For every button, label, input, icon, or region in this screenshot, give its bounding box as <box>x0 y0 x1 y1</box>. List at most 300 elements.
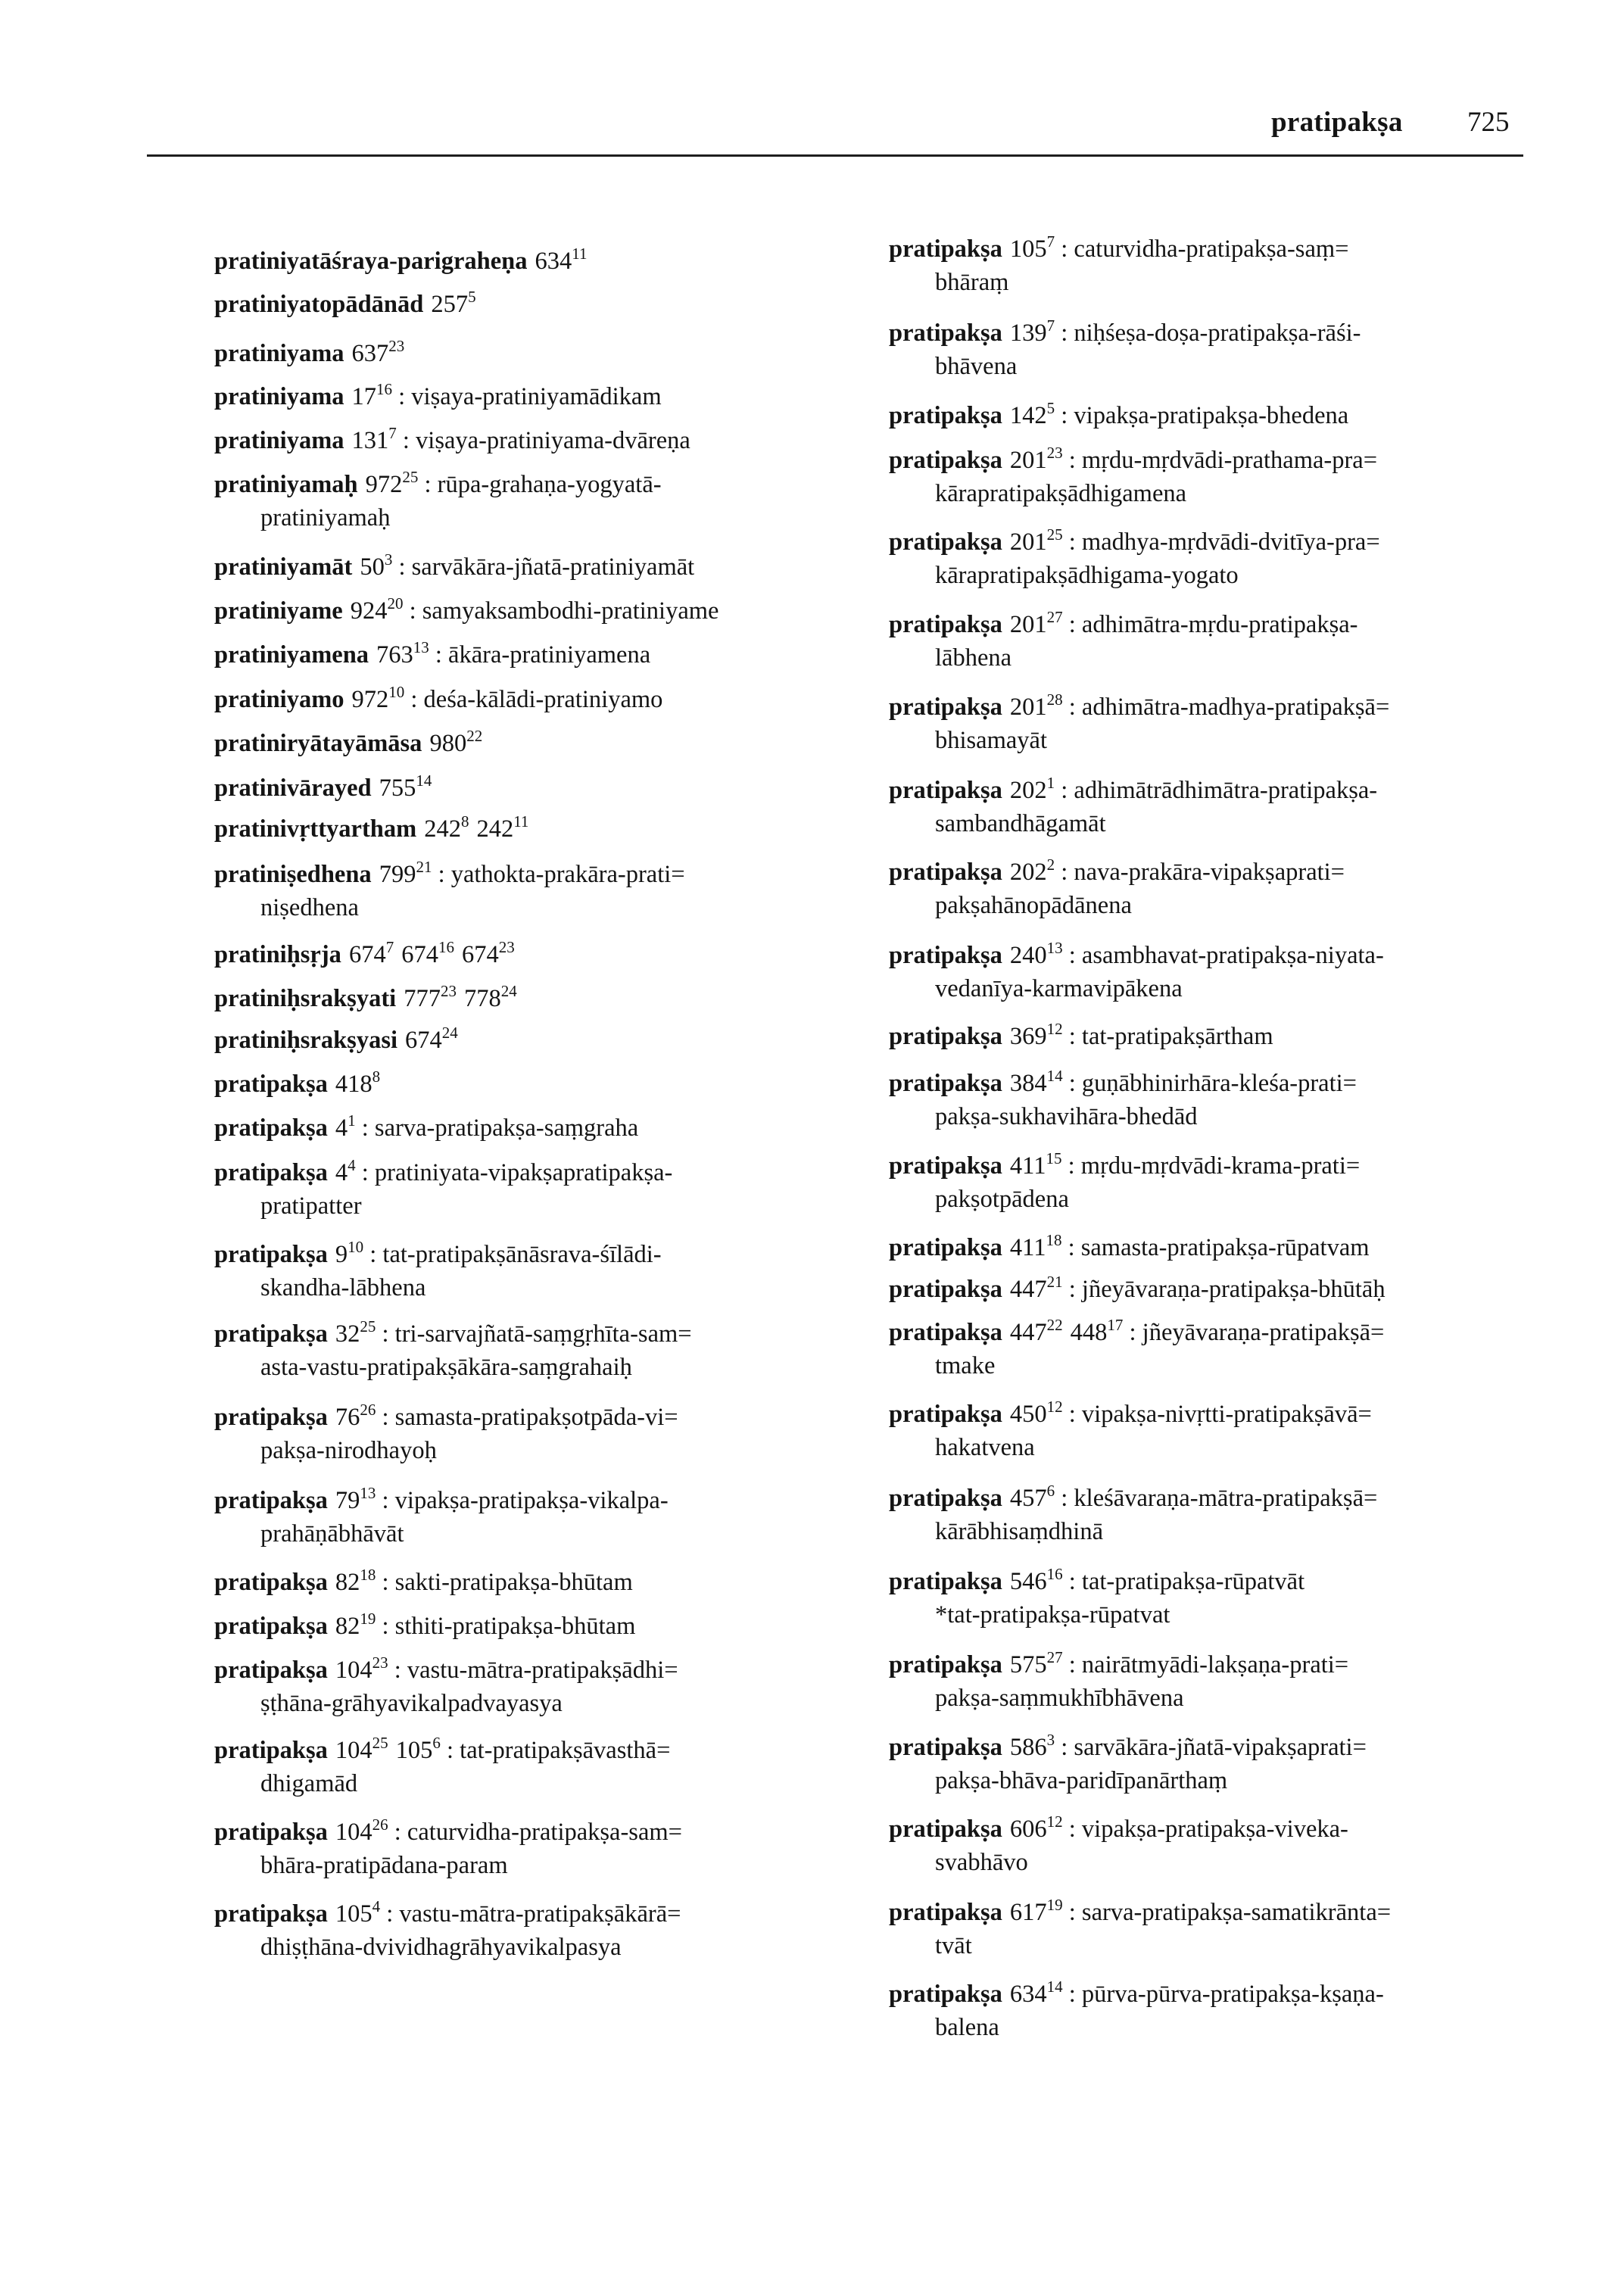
headword: pratiniyatopādānād <box>214 291 424 318</box>
headword: pratipakṣa <box>889 1485 1002 1512</box>
page-reference <box>1009 1978 1063 2008</box>
entry-line <box>214 245 588 275</box>
index-entry <box>889 774 1570 840</box>
index-entry <box>889 1398 1570 1464</box>
index-entry <box>889 1812 1570 1879</box>
page-reference <box>404 982 457 1012</box>
headword: pratiniyatāśraya-parigraheṇa <box>214 248 528 275</box>
page-reference <box>424 812 469 843</box>
index-entry <box>889 399 1570 432</box>
ref-page: 142 <box>1009 402 1047 429</box>
ref-page: 202 <box>1009 777 1047 804</box>
context-continuation: bhisamayāt <box>935 727 1048 754</box>
index-entry <box>214 1401 896 1467</box>
context-text: : viṣaya-pratiniyamādikam <box>392 383 662 410</box>
ref-line: 5 <box>1046 399 1055 418</box>
headword: pratipakṣa <box>889 447 1002 474</box>
ref-page: 447 <box>1009 1319 1047 1346</box>
ref-page: 674 <box>401 941 438 968</box>
ref-line: 23 <box>498 938 515 957</box>
header-rule <box>147 154 1523 157</box>
headword: pratipakṣa <box>214 1241 328 1268</box>
page-reference <box>1009 1020 1063 1050</box>
entry-line <box>214 1897 681 1928</box>
index-entry <box>889 1978 1570 2044</box>
ref-page: 17 <box>351 383 377 410</box>
ref-line: 14 <box>1046 1067 1063 1086</box>
headword: pratiniḥsrakṣyasi <box>214 1027 398 1054</box>
ref-line: 18 <box>1046 1231 1062 1250</box>
ref-page: 972 <box>365 471 403 498</box>
entry-line <box>214 683 663 713</box>
ref-page: 139 <box>1009 319 1047 347</box>
context-continuation: pakṣa-nirodhayoḥ <box>260 1437 437 1464</box>
ref-line: 10 <box>388 683 405 702</box>
headword: pratipakṣa <box>889 611 1002 638</box>
ref-page: 240 <box>1009 942 1047 969</box>
page-reference <box>1009 1731 1055 1761</box>
ref-page: 242 <box>424 815 461 843</box>
context-text: : viṣaya-pratiniyama-dvāreṇa <box>396 427 690 454</box>
ref-page: 674 <box>348 941 386 968</box>
ref-page: 201 <box>1009 611 1047 638</box>
ref-page: 634 <box>535 248 572 275</box>
entry-line <box>889 1020 1273 1050</box>
ref-line: 22 <box>1046 1316 1063 1335</box>
context-text: : vipakṣa-pratipakṣa-bhedena <box>1055 402 1349 429</box>
page-reference <box>1009 1896 1063 1926</box>
ref-line: 23 <box>372 1653 388 1672</box>
ref-page: 131 <box>351 427 389 454</box>
context-text: : caturvidha-pratipakṣa-sam= <box>388 1819 682 1846</box>
ref-line: 15 <box>1046 1149 1062 1168</box>
headword: pratiniyama <box>214 340 344 367</box>
ref-line: 21 <box>1046 1273 1063 1292</box>
entry-line <box>214 468 662 498</box>
ref-line: 7 <box>1046 316 1055 335</box>
ref-page: 104 <box>335 1737 372 1764</box>
page-reference <box>1009 1149 1062 1180</box>
headword: pratipakṣa <box>214 1569 328 1596</box>
context-continuation: pakṣa-sukhavihāra-bhedād <box>935 1103 1198 1130</box>
headword: pratipakṣa <box>889 1401 1002 1428</box>
ref-page: 755 <box>379 775 416 802</box>
headword: pratiniyamaḥ <box>214 471 358 498</box>
context-text: : adhimātrādhimātra-pratipakṣa- <box>1055 777 1378 804</box>
context-text: : mṛdu-mṛdvādi-krama-prati= <box>1061 1152 1361 1180</box>
index-entry <box>889 608 1570 675</box>
entry-line <box>214 424 690 454</box>
context-text: : jñeyāvaraṇa-pratipakṣā= <box>1123 1319 1385 1346</box>
ref-line: 23 <box>440 982 457 1001</box>
page-reference <box>360 550 393 581</box>
index-entry <box>889 856 1570 922</box>
context-text: : nava-prakāra-vipakṣaprati= <box>1055 859 1345 886</box>
index-entry <box>214 1734 896 1800</box>
page-reference <box>335 1734 388 1764</box>
ref-line: 7 <box>388 424 397 443</box>
ref-page: 76 <box>335 1404 360 1431</box>
index-entry <box>214 1156 896 1223</box>
headword: pratipakṣa <box>214 1320 328 1348</box>
index-entry <box>214 812 896 846</box>
entry-line <box>214 594 719 625</box>
page-reference <box>1009 1316 1063 1346</box>
context-text: : tat-pratipakṣa-rūpatvāt <box>1062 1568 1305 1595</box>
page-number: 725 <box>1467 107 1510 138</box>
context-continuation: pratipatter <box>260 1192 362 1220</box>
index-entry <box>889 1648 1570 1715</box>
page-reference <box>1009 1231 1062 1261</box>
ref-page: 637 <box>351 340 389 367</box>
context-text: : samyaksambodhi-pratiniyame <box>403 597 719 625</box>
ref-page: 411 <box>1009 1152 1046 1180</box>
entry-line <box>214 337 405 367</box>
context-text: : ākāra-pratiniyamena <box>429 641 651 669</box>
index-entry <box>214 638 896 672</box>
entry-line <box>889 939 1384 969</box>
context-text: : samasta-pratipakṣotpāda-vi= <box>376 1404 678 1431</box>
ref-line: 3 <box>384 550 393 569</box>
index-entry <box>889 1896 1570 1962</box>
headword: pratipakṣa <box>889 1152 1002 1180</box>
context-continuation: vedanīya-karmavipākena <box>935 975 1183 1002</box>
index-entry <box>889 444 1570 510</box>
index-entry <box>889 525 1570 592</box>
ref-page: 104 <box>335 1819 372 1846</box>
ref-line: 7 <box>385 938 394 957</box>
ref-page: 411 <box>1009 1234 1046 1261</box>
headword: pratipakṣa <box>889 528 1002 556</box>
context-text: : sarva-pratipakṣa-saṃgraha <box>355 1114 639 1142</box>
index-entry <box>889 232 1570 299</box>
ref-page: 257 <box>431 291 469 318</box>
headword: pratipakṣa <box>889 319 1002 347</box>
page-reference <box>476 812 529 843</box>
ref-line: 12 <box>1046 1020 1063 1039</box>
index-entry <box>889 690 1570 757</box>
entry-line <box>889 232 1349 263</box>
context-continuation: svabhāvo <box>935 1849 1028 1876</box>
index-entry <box>889 316 1570 383</box>
headword: pratipakṣa <box>889 777 1002 804</box>
context-text: : guṇābhinirhāra-kleśa-prati= <box>1062 1070 1357 1097</box>
entry-line <box>214 812 529 843</box>
ref-line: 1 <box>1046 774 1055 793</box>
context-text: : caturvidha-pratipakṣa-saṃ= <box>1055 235 1349 263</box>
page-reference <box>1009 608 1063 638</box>
page-reference <box>365 468 419 498</box>
headword: pratiniṣedhena <box>214 861 372 888</box>
context-text: : vipakṣa-pratipakṣa-vikalpa- <box>376 1487 669 1514</box>
context-continuation: bhāra-pratipādana-param <box>260 1852 508 1879</box>
ref-line: 24 <box>441 1024 458 1043</box>
context-text: : sarvākāra-jñatā-pratiniyamāt <box>392 553 695 581</box>
ref-page: 242 <box>476 815 514 843</box>
page-reference <box>379 858 432 888</box>
page-reference <box>350 594 404 625</box>
entry-line <box>889 856 1345 886</box>
index-entry <box>889 939 1570 1005</box>
ref-line: 23 <box>1046 444 1063 463</box>
ref-page: 586 <box>1009 1734 1047 1761</box>
ref-line: 2 <box>1046 856 1055 874</box>
context-text: : tat-pratipakṣāvasthā= <box>440 1737 671 1764</box>
page-reference <box>1009 1273 1063 1303</box>
ref-line: 22 <box>466 727 483 746</box>
index-entry <box>214 771 896 805</box>
index-entry <box>889 1020 1570 1053</box>
index-entry <box>214 1653 896 1720</box>
index-entry <box>214 550 896 584</box>
page-reference <box>335 1317 376 1348</box>
entry-line <box>889 525 1380 556</box>
ref-page: 448 <box>1070 1319 1108 1346</box>
entry-line <box>889 608 1358 638</box>
entry-line <box>889 444 1378 474</box>
entry-line <box>214 1653 678 1684</box>
entry-line <box>214 1156 673 1186</box>
context-text: : vipakṣa-pratipakṣa-viveka- <box>1062 1816 1348 1843</box>
headword: pratipakṣa <box>214 1737 328 1764</box>
ref-page: 82 <box>335 1613 360 1640</box>
entry-line <box>889 1812 1348 1843</box>
entry-line <box>889 774 1378 804</box>
context-text: : pratiniyata-vipakṣapratipakṣa- <box>355 1159 673 1186</box>
ref-page: 82 <box>335 1569 360 1596</box>
ref-line: 13 <box>1046 939 1063 958</box>
index-entry <box>214 1024 896 1057</box>
page-reference <box>351 424 397 454</box>
ref-page: 763 <box>376 641 413 669</box>
ref-page: 201 <box>1009 528 1047 556</box>
context-continuation: dhigamād <box>260 1770 358 1797</box>
headword: pratipakṣa <box>889 1023 1002 1050</box>
page-reference <box>405 1024 458 1054</box>
entry-line <box>214 727 483 757</box>
page-reference <box>463 982 517 1012</box>
ref-page: 674 <box>405 1027 442 1054</box>
ref-line: 17 <box>1107 1316 1124 1335</box>
ref-line: 19 <box>360 1610 376 1629</box>
headword: pratiniyame <box>214 597 343 625</box>
index-entry <box>889 1273 1570 1306</box>
headword: pratipakṣa <box>889 1981 1002 2008</box>
page-reference <box>1009 939 1063 969</box>
context-text: : deśa-kālādi-pratiniyamo <box>404 686 663 713</box>
index-entry <box>214 982 896 1015</box>
ref-line: 4 <box>372 1897 381 1916</box>
ref-page: 575 <box>1009 1651 1047 1678</box>
context-text: : vastu-mātra-pratipakṣākārā= <box>380 1900 681 1928</box>
entry-line <box>889 1896 1392 1926</box>
headword: pratipakṣa <box>889 402 1002 429</box>
index-entry <box>889 1731 1570 1797</box>
page-reference <box>1009 399 1055 429</box>
entry-line <box>214 1484 669 1514</box>
headword: pratiniyamo <box>214 686 344 713</box>
page-reference <box>376 638 429 669</box>
ref-line: 8 <box>460 812 469 831</box>
headword: pratinivārayed <box>214 775 372 802</box>
ref-line: 7 <box>1046 232 1055 251</box>
headword: pratipakṣa <box>889 1319 1002 1346</box>
context-continuation: pakṣahānopādānena <box>935 892 1132 919</box>
entry-line <box>214 771 432 802</box>
index-entry <box>889 1565 1570 1632</box>
headword: pratipakṣa <box>889 859 1002 886</box>
headword: pratipakṣa <box>214 1071 328 1098</box>
page-reference <box>351 337 405 367</box>
ref-page: 105 <box>335 1900 372 1928</box>
page-reference <box>1009 856 1055 886</box>
context-continuation: *tat-pratipakṣa-rūpatvat <box>935 1601 1170 1629</box>
context-continuation: asta-vastu-pratipakṣākāra-saṃgrahaiḥ <box>260 1354 632 1381</box>
ref-line: 11 <box>513 812 529 831</box>
context-continuation: pakṣa-saṃmukhībhāvena <box>935 1685 1184 1712</box>
page-reference <box>351 683 405 713</box>
context-continuation: balena <box>935 2014 999 2041</box>
ref-page: 50 <box>360 553 385 581</box>
entry-line <box>214 380 662 410</box>
context-continuation: pakṣotpādena <box>935 1186 1069 1213</box>
entry-line <box>214 638 651 669</box>
ref-line: 19 <box>1046 1896 1063 1915</box>
context-text: : sthiti-pratipakṣa-bhūtam <box>376 1613 636 1640</box>
context-text: : sarva-pratipakṣa-samatikrānta= <box>1062 1899 1392 1926</box>
ref-line: 12 <box>1046 1398 1063 1417</box>
context-continuation: hakatvena <box>935 1434 1035 1461</box>
ref-page: 980 <box>429 730 467 757</box>
ref-line: 25 <box>372 1734 388 1753</box>
ref-page: 546 <box>1009 1568 1047 1595</box>
entry-line <box>889 690 1390 721</box>
index-entry <box>214 938 896 971</box>
page-reference <box>335 1111 356 1142</box>
context-text: : asambhavat-pratipakṣa-niyata- <box>1062 942 1384 969</box>
entry-line <box>889 1316 1385 1346</box>
page-reference <box>401 938 454 968</box>
page-reference <box>1009 1812 1063 1843</box>
index-entry <box>214 1816 896 1882</box>
entry-line <box>214 288 476 318</box>
ref-page: 4 <box>335 1159 348 1186</box>
context-text: : niḥśeṣa-doṣa-pratipakṣa-rāśi- <box>1055 319 1361 347</box>
entry-line <box>889 1482 1378 1512</box>
context-text: : vastu-mātra-pratipakṣādhi= <box>388 1657 678 1684</box>
page-reference <box>1009 525 1063 556</box>
entry-line <box>889 1648 1349 1678</box>
entry-line <box>889 1273 1386 1303</box>
context-text: : tat-pratipakṣānāsrava-śīlādi- <box>363 1241 662 1268</box>
ref-page: 418 <box>335 1071 372 1098</box>
headword: pratipakṣa <box>214 1613 328 1640</box>
headword: pratipakṣa <box>214 1487 328 1514</box>
ref-line: 14 <box>416 771 432 790</box>
context-text: : jñeyāvaraṇa-pratipakṣa-bhūtāḥ <box>1062 1276 1386 1303</box>
context-continuation: kārābhisaṃdhinā <box>935 1518 1104 1545</box>
headword: pratiniyama <box>214 383 344 410</box>
ref-line: 18 <box>360 1566 376 1585</box>
index-entry <box>889 1067 1570 1133</box>
headword: pratipakṣa <box>889 235 1002 263</box>
entry-line <box>889 316 1361 347</box>
entry-line <box>214 550 695 581</box>
index-entry <box>214 594 896 628</box>
ref-line: 21 <box>416 858 432 877</box>
index-entry <box>214 1484 896 1551</box>
page-reference <box>335 1238 364 1268</box>
context-continuation: ṣṭhāna-grāhyavikalpadvayasya <box>260 1690 563 1717</box>
page-reference <box>1009 1648 1063 1678</box>
ref-line: 16 <box>1046 1565 1063 1584</box>
ref-line: 25 <box>360 1317 376 1336</box>
index-entry <box>214 1068 896 1101</box>
index-entry <box>214 245 896 278</box>
ref-page: 606 <box>1009 1816 1047 1843</box>
ref-page: 674 <box>461 941 499 968</box>
entry-line <box>889 1978 1384 2008</box>
entry-line <box>214 1068 381 1098</box>
headword: pratipakṣa <box>889 1899 1002 1926</box>
page-reference <box>335 1653 388 1684</box>
headword: pratiniyama <box>214 427 344 454</box>
context-continuation: prahāṇābhāvāt <box>260 1520 404 1548</box>
headword: pratipakṣa <box>889 942 1002 969</box>
ref-line: 3 <box>1046 1731 1055 1750</box>
context-text: : tat-pratipakṣārtham <box>1062 1023 1273 1050</box>
page-reference <box>335 1610 376 1640</box>
page-reference <box>429 727 483 757</box>
entry-line <box>889 399 1349 429</box>
ref-line: 16 <box>376 380 393 399</box>
headword: pratipakṣa <box>214 1657 328 1684</box>
ref-line: 13 <box>360 1484 376 1503</box>
index-entry <box>214 337 896 370</box>
entry-line <box>214 1734 671 1764</box>
headword: pratipakṣa <box>889 1234 1002 1261</box>
ref-line: 8 <box>372 1068 381 1086</box>
context-continuation: lābhena <box>935 644 1012 672</box>
headword: pratiniryātayāmāsa <box>214 730 422 757</box>
ref-page: 384 <box>1009 1070 1047 1097</box>
context-text: : mṛdu-mṛdvādi-prathama-pra= <box>1062 447 1378 474</box>
entry-line <box>214 982 517 1012</box>
page-reference <box>1009 1067 1063 1097</box>
headword: pratipakṣa <box>889 1276 1002 1303</box>
ref-line: 23 <box>388 337 405 356</box>
headword: pratipakṣa <box>889 1734 1002 1761</box>
index-entry <box>214 683 896 716</box>
headword: pratipakṣa <box>214 1114 328 1142</box>
ref-page: 634 <box>1009 1981 1047 2008</box>
context-continuation: dhiṣṭhāna-dvividhagrāhyavikalpasya <box>260 1934 622 1961</box>
context-continuation: tmake <box>935 1352 996 1379</box>
ref-page: 104 <box>335 1657 372 1684</box>
headword: pratiniyamāt <box>214 553 353 581</box>
context-continuation: bhāraṃ <box>935 269 1009 296</box>
index-entry <box>214 1317 896 1384</box>
headword: pratiniḥsṛja <box>214 941 341 968</box>
ref-page: 9 <box>335 1241 348 1268</box>
ref-line: 5 <box>468 288 476 307</box>
headword: pratipakṣa <box>214 1900 328 1928</box>
ref-page: 447 <box>1009 1276 1047 1303</box>
ref-page: 202 <box>1009 859 1047 886</box>
page-reference <box>348 938 394 968</box>
index-entry <box>214 424 896 457</box>
page-reference <box>1009 232 1055 263</box>
